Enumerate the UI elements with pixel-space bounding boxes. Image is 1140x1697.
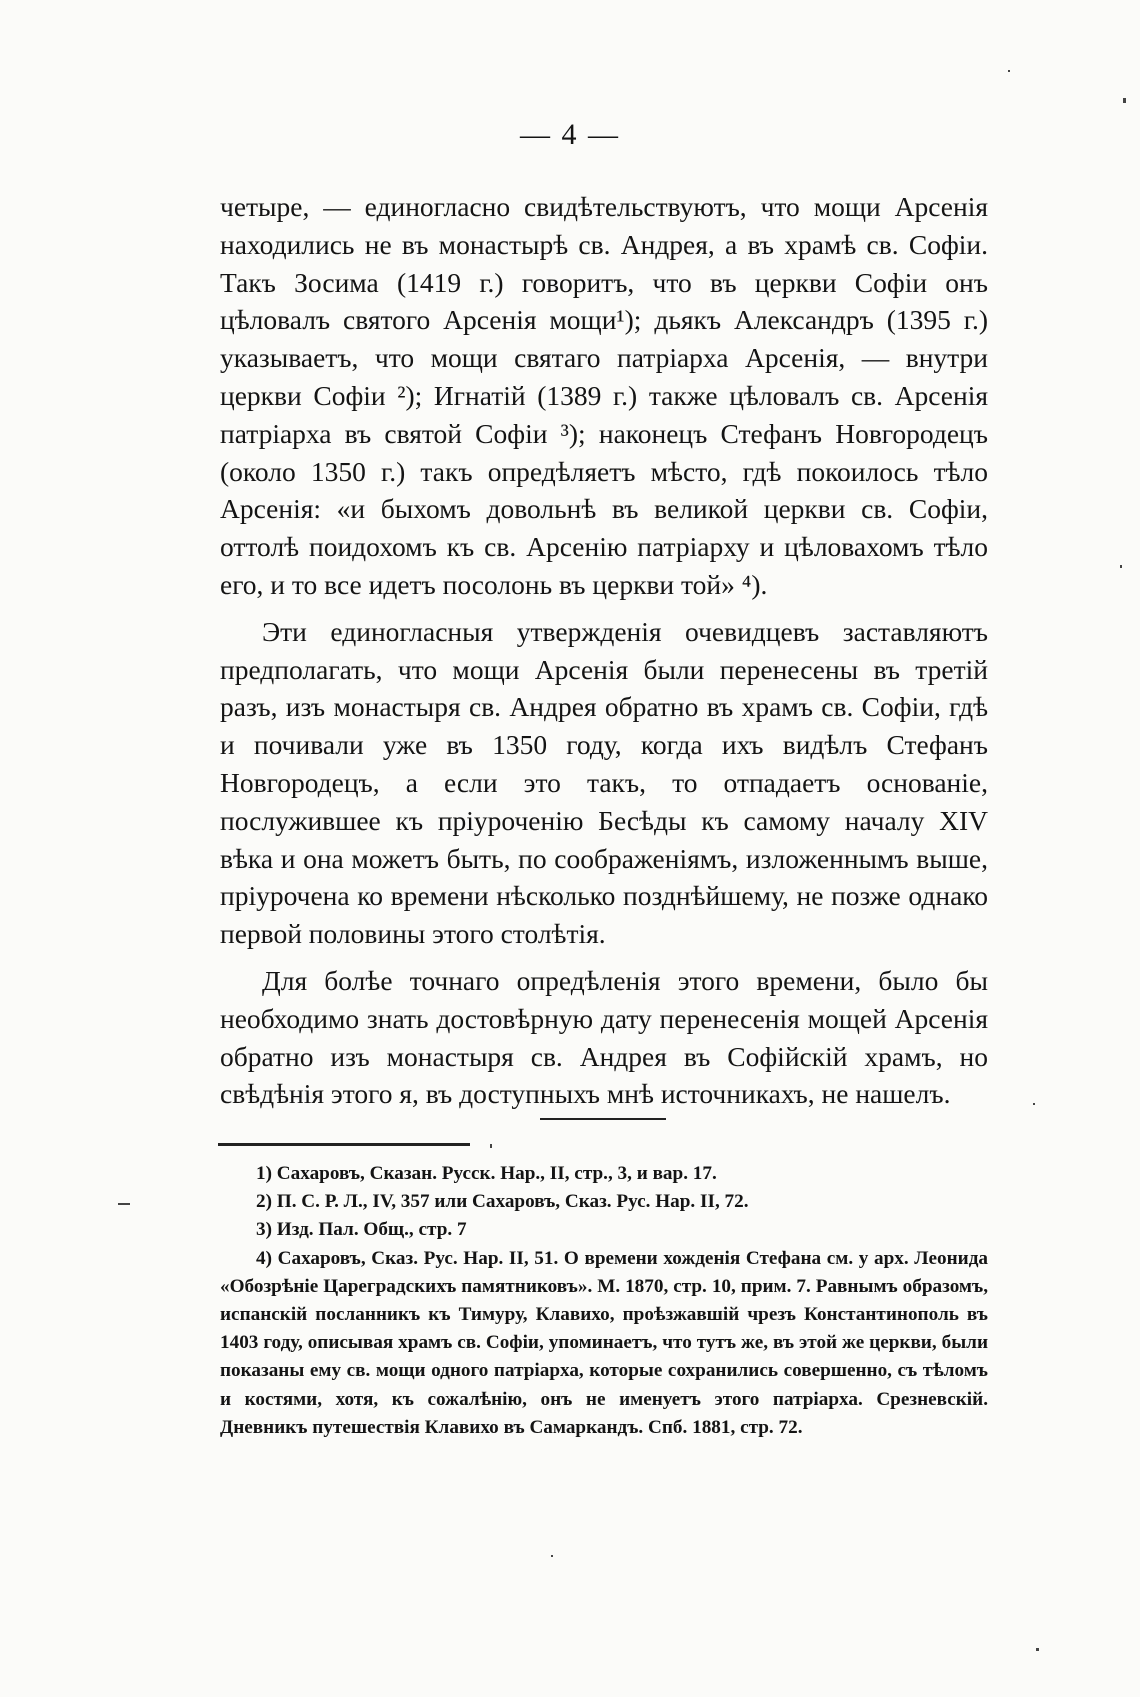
- footnote: 2) П. С. Р. Л., IV, 357 или Сахаровъ, Сказ. Рус. Нар. II, 72.: [256, 1191, 749, 1213]
- footnote-separator: [218, 1143, 470, 1146]
- speck: [1120, 565, 1122, 568]
- main-text: [220, 188, 988, 1113]
- speck: [1036, 1648, 1039, 1651]
- footnote: 4) Сахаровъ, Сказ. Рус. Нар. II, 51. О времени хожденія Стефана см. у арх. Леонида «Обозрѣніе Цареградскихъ памятниковъ». М. 1870, стр. 10, прим. 7. Равнымъ образомъ, испанскій посланникъ къ Тимуру, Клавихо, проѣзжавшій чрезъ Константинополь въ 1403 году, описывая храмъ св. Софіи, упоминаетъ, что тутъ же, въ этой же церкви, были показаны ему св. мощи одного патріарха, которые сохранились совершенно, съ тѣломъ и костями, хотя, къ сожалѣнію, онъ не именуетъ этого патріарха. Срезневскій. Дневникъ путешествія Клавихо въ Самаркандъ. Спб. 1881, стр. 72.: [220, 1247, 988, 1438]
- footnote: 1) Сахаровъ, Сказан. Русск. Нар., II, стр., 3, и вар. 17.: [256, 1163, 717, 1184]
- speck: [1033, 1103, 1035, 1105]
- speck: [1123, 98, 1126, 103]
- speck: [490, 1144, 492, 1148]
- speck: [1008, 70, 1010, 72]
- section-end-rule: [540, 1118, 666, 1120]
- page-number: — 4 —: [520, 118, 620, 151]
- paragraph-continuation: четыре, — единогласно свидѣтельствуютъ, что мощи Арсенія находились не въ монастырѣ св. Андрея, а въ храмѣ св. Софіи. Такъ Зосима (1419 г.) говоритъ, что въ церкви Софіи онъ цѣловалъ святого Арсенія мощи¹); дьякъ Александръ (1395 г.) указываетъ, что мощи святаго патріарха Арсенія, — внутри церкви Софіи ²); Игнатій (1389 г.) также цѣловалъ св. Арсенія патріарха въ святой Софіи ³); наконецъ Стефанъ Новгородецъ (около 1350 г.) такъ опредѣляетъ мѣсто, гдѣ покоилось тѣло Арсенія: «и быхомъ довольнѣ въ великой церкви св. Софіи, оттолѣ поидохомъ къ св. Арсенію патріарху и цѣловахомъ тѣло его, и то все идетъ посолонь въ церкви той» ⁴).: [220, 191, 988, 600]
- paragraph: Для болѣе точнаго опредѣленія этого времени, было бы необходимо знать достовѣрную дату перенесенія мощей Арсенія обратно изъ монастыря св. Андрея въ Софійскій храмъ, но свѣдѣнія этого я, въ доступныхъ мнѣ источникахъ, не нашелъ.: [220, 964, 988, 1110]
- paragraph: Эти единогласныя утвержденія очевидцевъ заставляютъ предполагать, что мощи Арсенія были перенесены въ третій разъ, изъ монастыря св. Андрея обратно въ храмъ св. Софіи, гдѣ и почивали уже въ 1350 году, когда ихъ видѣлъ Стефанъ Новгородецъ, а если это такъ, то отпадаетъ основаніе, послужившее къ пріуроченію Бесѣды къ самому началу XIV вѣка и она можетъ быть, по соображеніямъ, изложеннымъ выше, пріурочена ко времени нѣсколько позднѣйшему, не позже однако первой половины этого столѣтія.: [220, 615, 988, 950]
- speck: [551, 1555, 553, 1557]
- footnote: 3) Изд. Пал. Общ., стр. 7: [256, 1219, 467, 1241]
- speck: [118, 1203, 130, 1205]
- footnotes: [220, 1160, 988, 1442]
